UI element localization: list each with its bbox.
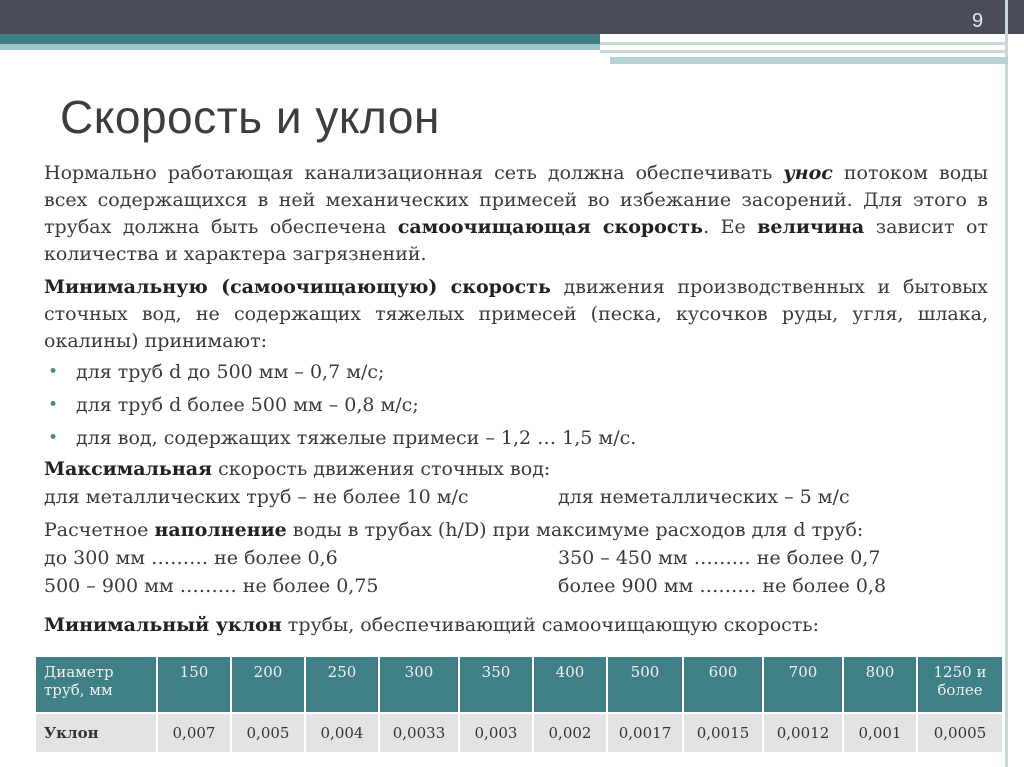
frame-line-1 [600, 42, 1008, 45]
table-header-cell: 250 [306, 657, 378, 712]
accent-stripe-light [0, 44, 600, 50]
paragraph-max-speed [44, 456, 988, 483]
list-item: • для вод, содержащих тяжелые примеси – 1,2 … 1,5 м/с. [44, 423, 988, 456]
filling-row [44, 544, 988, 572]
table-cell: 0,001 [844, 714, 916, 752]
bullet-list [44, 357, 988, 456]
table-cell: 0,007 [158, 714, 230, 752]
bold-text: Минимальную (самоочищающую) скорость [44, 276, 551, 298]
bold-text: самоочищающая скорость [397, 216, 704, 238]
paragraph-intro [44, 160, 988, 268]
bold-text: величина [757, 216, 865, 238]
table-cell: 0,0033 [380, 714, 458, 752]
slide-title: Скорость и уклон [60, 91, 440, 143]
table-cell: 0,0005 [918, 714, 1002, 752]
table-cell: 0,0017 [608, 714, 682, 752]
frame-line-3 [610, 57, 1008, 64]
frame-line-2 [600, 50, 1008, 53]
accent-stripe [0, 34, 600, 44]
bold-text: Максимальная [44, 458, 213, 480]
max-speed-row [44, 483, 988, 511]
table-header-cell: 500 [608, 657, 682, 712]
table-header-cell: 300 [380, 657, 458, 712]
top-bar [0, 0, 1024, 34]
table-header-cell: 1250 и более [918, 657, 1002, 712]
table-cell: 0,002 [534, 714, 606, 752]
slide-content [44, 160, 988, 639]
table-cell: 0,005 [232, 714, 304, 752]
text: Нормально работающая канализационная сеть должна обеспечивать [44, 162, 784, 184]
table-header-cell: 800 [844, 657, 916, 712]
text: потоком воды всех содержащихся в ней механических примесей во избежание засорений. Для этого в трубах должна быть обеспечена [44, 162, 988, 238]
filling-value: 500 – 900 мм ……… не более 0,75 [44, 575, 379, 597]
table-cell: 0,004 [306, 714, 378, 752]
slope-table [34, 655, 1004, 754]
text: трубы, обеспечивающий самоочищающую скорость: [281, 614, 820, 636]
table-header-row [36, 657, 1002, 712]
table-header-label: Диаметр труб, мм [36, 657, 156, 712]
paragraph-min-slope [44, 612, 988, 639]
table-cell: 0,003 [460, 714, 532, 752]
table-row [36, 714, 1002, 752]
text: зависит от количества и характера загрязнений. [44, 216, 989, 265]
page-number: 9 [972, 10, 984, 32]
filling-row [44, 572, 988, 600]
paragraph-filling [44, 517, 988, 544]
bold-text: унос [783, 162, 833, 184]
table-header-cell: 350 [460, 657, 532, 712]
text: Расчетное [44, 519, 155, 541]
table-header-cell: 600 [684, 657, 762, 712]
text: движения производственных и бытовых сточных вод, не содержащих тяжелых примесей (песка, кусочков руды, угля, шлака, окалины) принимают: [44, 276, 988, 352]
filling-value: до 300 мм ……… не более 0,6 [44, 547, 338, 569]
text: скорость движения сточных вод: [212, 458, 551, 480]
filling-value: более 900 мм ……… не более 0,8 [558, 575, 887, 597]
table-row-label: Уклон [36, 714, 156, 752]
table-header-cell: 150 [158, 657, 230, 712]
table-header-cell: 700 [764, 657, 842, 712]
bold-text: Минимальный уклон [44, 614, 282, 636]
frame-line-vertical [1005, 0, 1008, 767]
filling-value: 350 – 450 мм ……… не более 0,7 [558, 547, 881, 569]
text: воды в трубах (h/D) при максимуме расходов для d труб: [286, 519, 864, 541]
paragraph-min-speed [44, 274, 988, 355]
table-cell: 0,0015 [684, 714, 762, 752]
list-item: • для труб d более 500 мм – 0,8 м/с; [44, 390, 988, 423]
table-header-cell: 200 [232, 657, 304, 712]
table-cell: 0,0012 [764, 714, 842, 752]
table-header-cell: 400 [534, 657, 606, 712]
max-speed-metal: для металлических труб – не более 10 м/с [44, 486, 469, 508]
text: . Ее [703, 216, 758, 238]
max-speed-nonmetal: для неметаллических – 5 м/с [558, 486, 850, 508]
list-item: • для труб d до 500 мм – 0,7 м/с; [44, 357, 988, 390]
bold-text: наполнение [154, 519, 287, 541]
